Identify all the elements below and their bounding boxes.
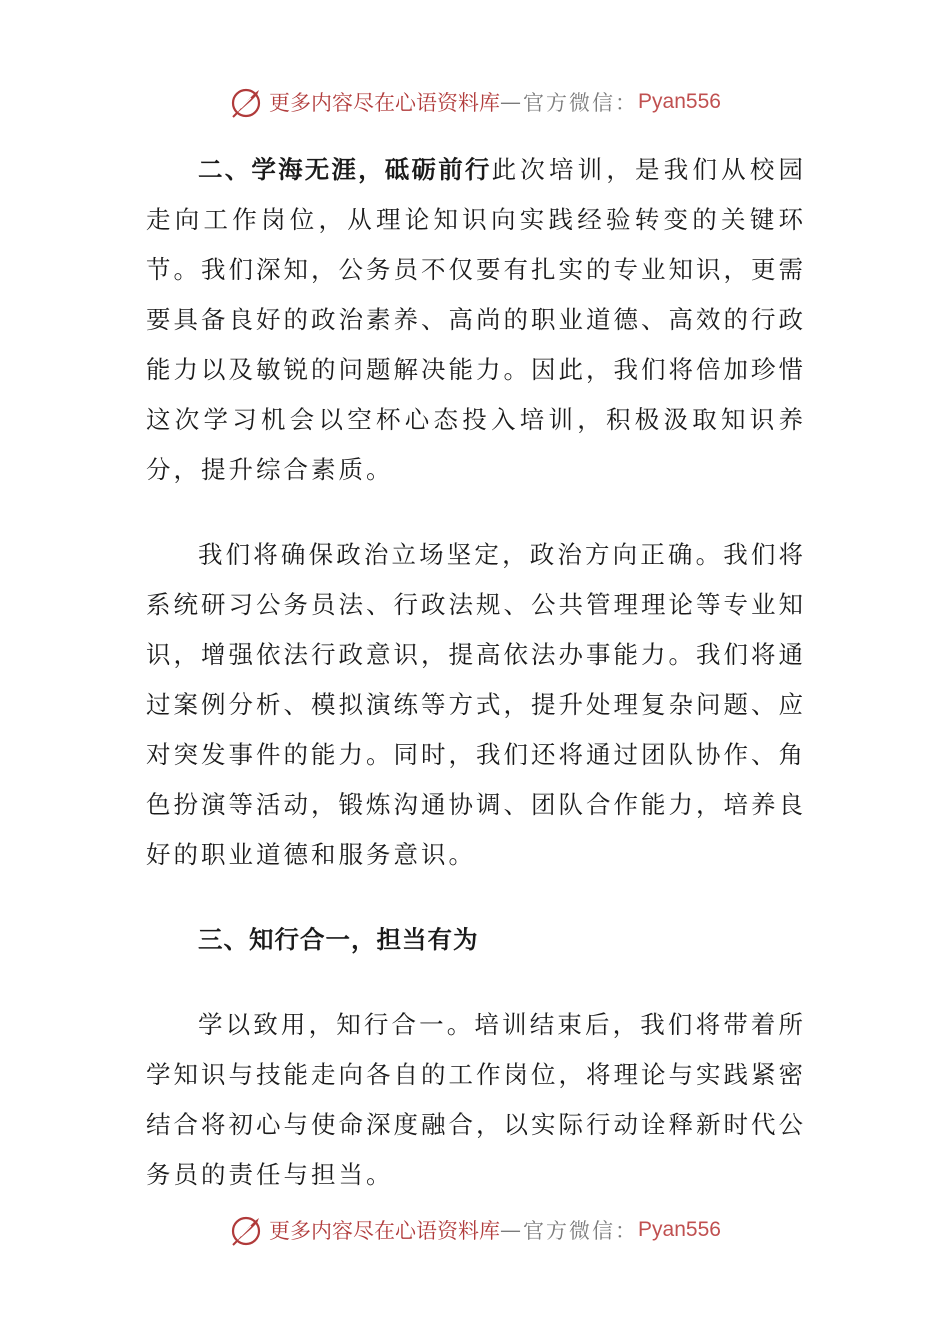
section2-paragraph-1-text: 此次培训，是我们从校园走向工作岗位，从理论知识向实践经验转变的关键环节。我们深知，公务员不仅要有扎实的专业知识，更需要具备良好的政治素养、高尚的职业道德、高效的行政能力以及敏锐的问题解决能力。因此，我们将倍加珍惜这次学习机会以空杯心态投入培训，积极汲取知识养分，提升综合素质。 xyxy=(146,155,807,484)
section2-paragraph-2: 我们将确保政治立场坚定，政治方向正确。我们将系统研习公务员法、行政法规、公共管理理论等专业知识，增强依法行政意识，提高依法办事能力。我们将通过案例分析、模拟演练等方式，提升处理复杂问题、应对突发事件的能力。同时，我们还将通过团队协作、角色扮演等活动，锻炼沟通协调、团队合作能力，培养良好的职业道德和服务意识。 xyxy=(146,540,806,869)
header-watermark-banner xyxy=(0,82,950,122)
document-body xyxy=(146,145,806,1200)
quill-pen-circle-logo-icon xyxy=(229,1212,265,1248)
section2-heading: 二、学海无涯，砥砺前行 xyxy=(198,155,492,184)
banner-wechat-id: Pyan556 xyxy=(638,1218,721,1241)
banner-wechat-label: 官方微信： xyxy=(523,1219,639,1243)
section3-heading: 三、知行合一，担当有为 xyxy=(198,925,479,954)
section2-paragraph-1 xyxy=(146,145,806,495)
banner-wechat-id: Pyan556 xyxy=(638,90,721,113)
banner-dash: — xyxy=(500,1218,524,1242)
section3-paragraph-1: 学以致用，知行合一。培训结束后，我们将带着所学知识与技能走向各自的工作岗位，将理论与实践紧密结合将初心与使命深度融合，以实际行动诠释新时代公务员的责任与担当。 xyxy=(146,1010,806,1189)
quill-pen-circle-logo-icon xyxy=(229,84,265,120)
banner-dash: — xyxy=(500,90,524,114)
banner-site-text: 更多内容尽在心语资料库 xyxy=(269,91,501,115)
footer-watermark-banner xyxy=(0,1210,950,1250)
banner-site-text: 更多内容尽在心语资料库 xyxy=(269,1219,501,1243)
banner-wechat-label: 官方微信： xyxy=(523,91,639,115)
